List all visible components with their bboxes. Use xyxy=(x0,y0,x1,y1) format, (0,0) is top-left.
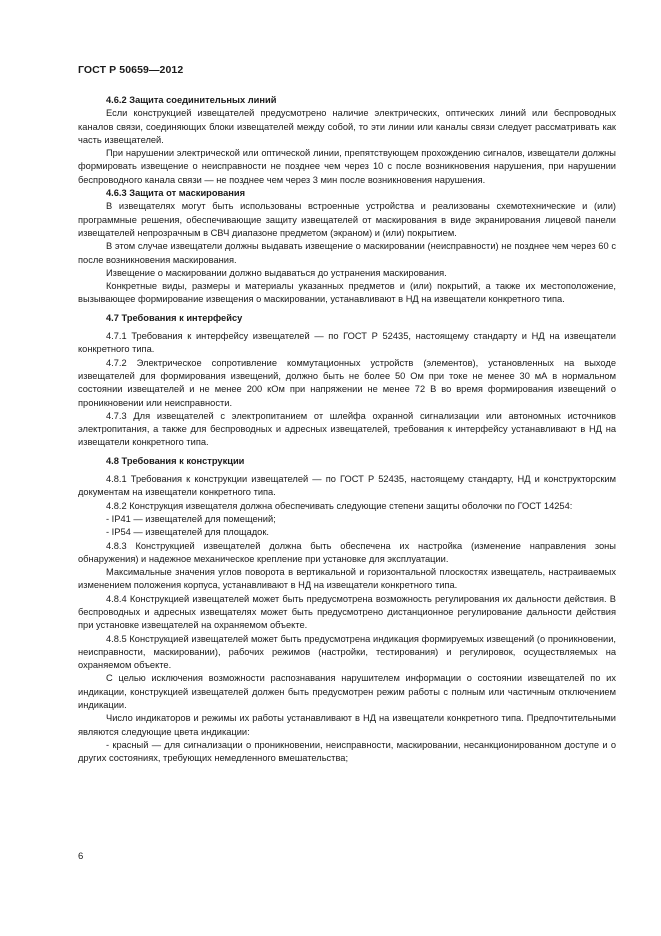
paragraph: Конкретные виды, размеры и материалы указанных предметов и (или) покрытий, а также их местоположение, вызывающее формирование извещения о маскировании, устанавливают в НД на извещатели конкретного типа. xyxy=(78,281,616,305)
paragraph: 4.8.1 Требования к конструкции извещателей — по ГОСТ Р 52435, настоящему стандарту, НД и конструкторским документам на извещатели конкретного типа. xyxy=(78,474,616,498)
paragraph: С целью исключения возможности распознавания нарушителем информации о состоянии извещателей по их индикации, конструкцией извещателей должен быть предусмотрен режим работы с полным или частичным отключением индикации. xyxy=(78,673,616,711)
paragraph: При нарушении электрической или оптической линии, препятствующем прохождению сигналов, извещатели должны формировать извещение о неисправности не позднее чем через 10 с после возникновения нарушения, при нарушении беспроводного канала связи — не позднее чем через 3 мин после возникновения нарушения. xyxy=(78,148,616,185)
paragraph: В этом случае извещатели должны выдавать извещение о маскировании (неисправности) не позднее чем через 60 с после возникновения маскирования. xyxy=(78,241,616,265)
section-heading-4-8: 4.8 Требования к конструкции xyxy=(106,455,245,466)
paragraph: Число индикаторов и режимы их работы устанавливают в НД на извещатели конкретного типа. Предпочтительными являются следующие цвета индикации: xyxy=(78,713,616,737)
paragraph: Максимальные значения углов поворота в вертикальной и горизонтальной плоскостях извещатель, настраиваемых изменением положения корпуса, устанавливают в НД на извещатели конкретного типа. xyxy=(78,567,616,591)
section-heading-4-6-3: 4.6.3 Защита от маскирования xyxy=(106,188,246,199)
paragraph: 4.7.1 Требования к интерфейсу извещателей — по ГОСТ Р 52435, настоящему стандарту и НД на извещатели конкретного типа. xyxy=(78,331,616,355)
section-heading-4-7: 4.7 Требования к интерфейсу xyxy=(106,312,243,323)
paragraph: 4.8.4 Конструкцией извещателей может быть предусмотрена возможность регулирования их дальности действия. В беспроводных и адресных извещателях может быть предусмотрено дистанционное регулирование дальности действия при установке извещателей на охраняемом объекте. xyxy=(78,593,616,631)
paragraph: 4.7.3 Для извещателей с электропитанием от шлейфа охранной сигнализации или автономных источников электропитания, а также для беспроводных и адресных извещателей, требования к интерфейсу устанавливают в НД на извещатели конкретного типа. xyxy=(78,410,616,448)
paragraph: 4.8.5 Конструкцией извещателей может быть предусмотрена индикация формируемых извещений (о проникновении, неисправности, маскировании), рабочих режимов (настройки, тестирования) и регулировок, осуществляемых на охраняемом объекте. xyxy=(78,633,616,671)
paragraph: - красный — для сигнализации о проникновении, неисправности, маскировании, несанкционированном доступе и о других состояниях, требующих немедленного вмешательства; xyxy=(78,739,616,764)
list-item: - IP41 — извещателей для помещений; xyxy=(106,513,276,524)
paragraph: 4.8.3 Конструкцией извещателей должна быть обеспечена их настройка (изменение направления зоны обнаружения) и надежное механическое крепление при установке для эксплуатации. xyxy=(78,540,616,564)
document-body xyxy=(78,94,616,766)
section-heading-4-6-2: 4.6.2 Защита соединительных линий xyxy=(106,95,277,105)
paragraph: 4.8.2 Конструкция извещателя должна обеспечивать следующие степени защиты оболочки по ГОСТ 14254: xyxy=(106,500,573,511)
paragraph: Извещение о маскировании должно выдаваться до устранения маскирования. xyxy=(106,267,447,278)
paragraph: Если конструкцией извещателей предусмотрено наличие электрических, оптических линий или беспроводных каналов связи, соединяющих блоки извещателей между собой, то эти линии или каналы связи следует рассматривать как часть извещателей. xyxy=(78,108,616,145)
paragraph: 4.7.2 Электрическое сопротивление коммутационных устройств (элементов), установленных на выходе извещателей для формирования извещений, должно быть не более 50 Ом при токе не менее 30 мА в нормальном состоянии извещателей и не менее 200 кОм при напряжении не менее 72 В во время формирования извещений о проникновении или неисправности. xyxy=(78,357,616,408)
document-header: ГОСТ Р 50659—2012 xyxy=(78,64,184,76)
paragraph: В извещателях могут быть использованы встроенные устройства и реализованы схемотехнические и (или) программные решения, обеспечивающие защиту извещателей от маскирования в виде экранирования лицевой панели извещателей непрозрачным в СВЧ диапазоне предметом (экраном) и (или) покрытием. xyxy=(78,201,616,238)
page-number: 6 xyxy=(78,851,84,862)
list-item: - IP54 — извещателей для площадок. xyxy=(106,527,269,538)
